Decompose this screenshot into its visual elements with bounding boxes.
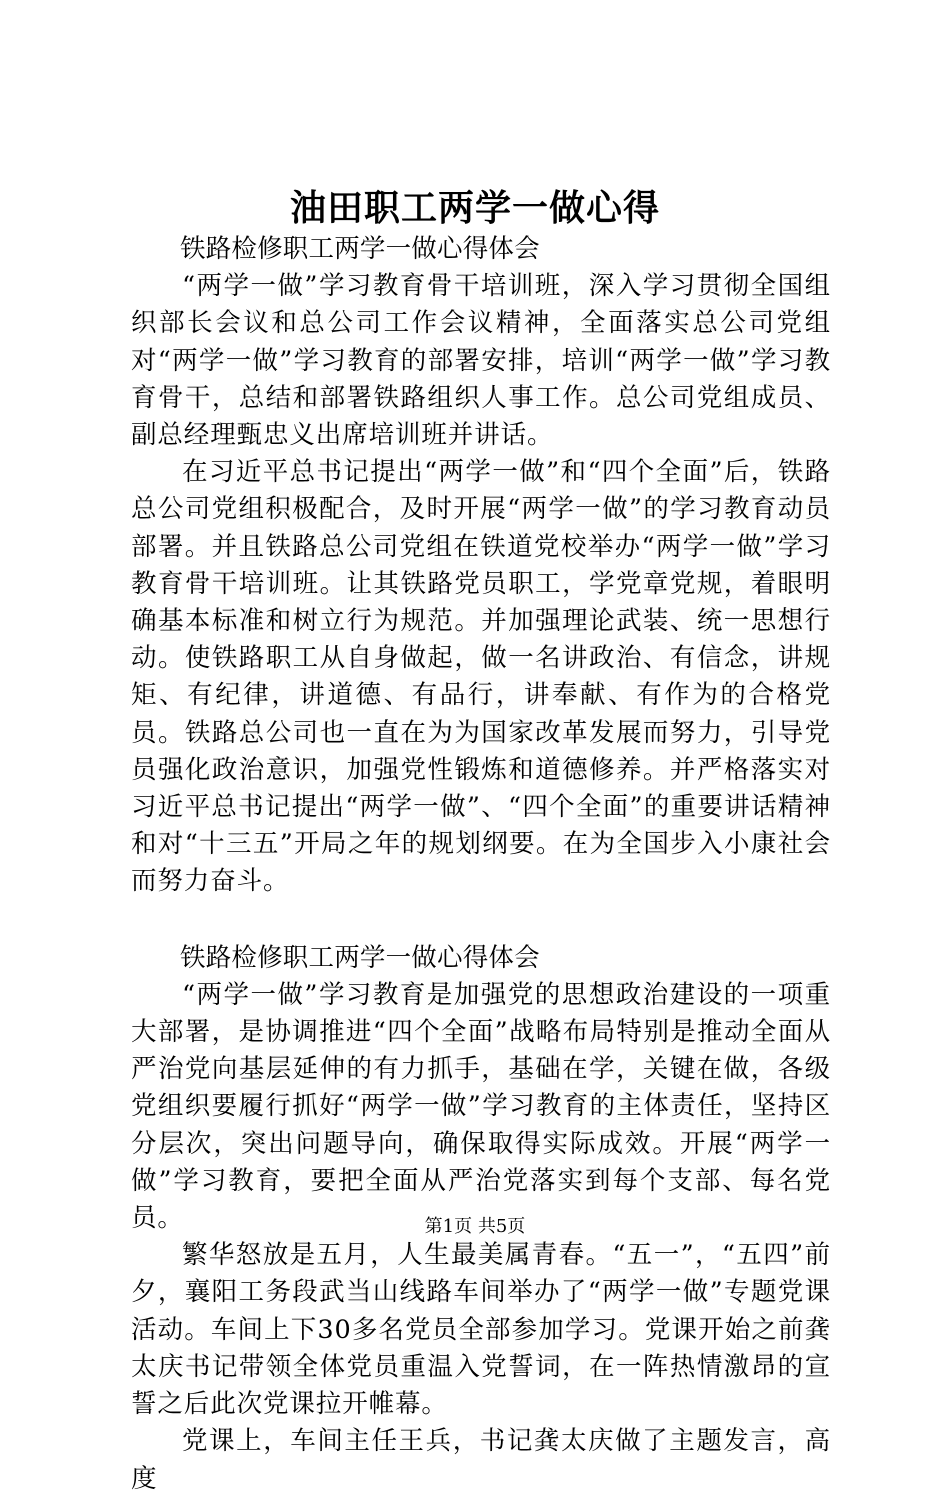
section-subtitle: 铁路检修职工两学一做心得体会: [180, 942, 540, 973]
paragraph: “两学一做”学习教育是加强党的思想政治建设的一项重大部署，是协调推进“四个全面”战略布局特别是推动全面从严治党向基层延伸的有力抓手，基础在学，关键在做，各级党组织要履行抓好“两学一做”学习教育的主体责任，坚持区分层次，突出问题导向，确保取得实际成效。开展“两学一做”学习教育，要把全面从严治党落实到每个支部、每名党员。: [131, 979, 831, 1234]
document-title: 油田职工两学一做心得: [289, 187, 660, 229]
paragraph: 繁华怒放是五月，人生最美属青春。“五一”，“五四”前夕，襄阳工务段武当山线路车间举办了“两学一做”专题党课活动。车间上下30多名党员全部参加学习。党课开始之前龚太庆书记带领全体党员重温入党誓词，在一阵热情激昂的宣誓之后此次党课拉开帷幕。: [131, 1240, 831, 1420]
paragraph: 党课上，车间主任王兵，书记龚太庆做了主题发言，高度: [131, 1426, 831, 1494]
document-body: [131, 231, 831, 1498]
section-subtitle: 铁路检修职工两学一做心得体会: [180, 234, 540, 264]
paragraph: “两学一做”学习教育骨干培训班，深入学习贯彻全国组织部长会议和总公司工作会议精神，全面落实总公司党组对“两学一做”学习教育的部署安排，培训“两学一做”学习教育骨干，总结和部署铁路组织人事工作。总公司党组成员、副总经理甄忠义出席培训班并讲话。: [131, 271, 831, 451]
page-footer: 第1页 共5页: [424, 1216, 526, 1237]
section-gap: [131, 901, 831, 940]
paragraph: 在习近平总书记提出“两学一做”和“四个全面”后，铁路总公司党组积极配合，及时开展“两学一做”的学习教育动员部署。并且铁路总公司党组在铁道党校举办“两学一做”学习教育骨干培训班。让其铁路党员职工，学党章党规，着眼明确基本标准和树立行为规范。并加强理论武装、统一思想行动。使铁路职工从自身做起，做一名讲政治、有信念，讲规矩、有纪律，讲道德、有品行，讲奉献、有作为的合格党员。铁路总公司也一直在为为国家改革发展而努力，引导党员强化政治意识，加强党性锻炼和道德修养。并严格落实对习近平总书记提出“两学一做”、“四个全面”的重要讲话精神和对“十三五”开局之年的规划纲要。在为全国步入小康社会而努力奋斗。: [131, 457, 831, 897]
